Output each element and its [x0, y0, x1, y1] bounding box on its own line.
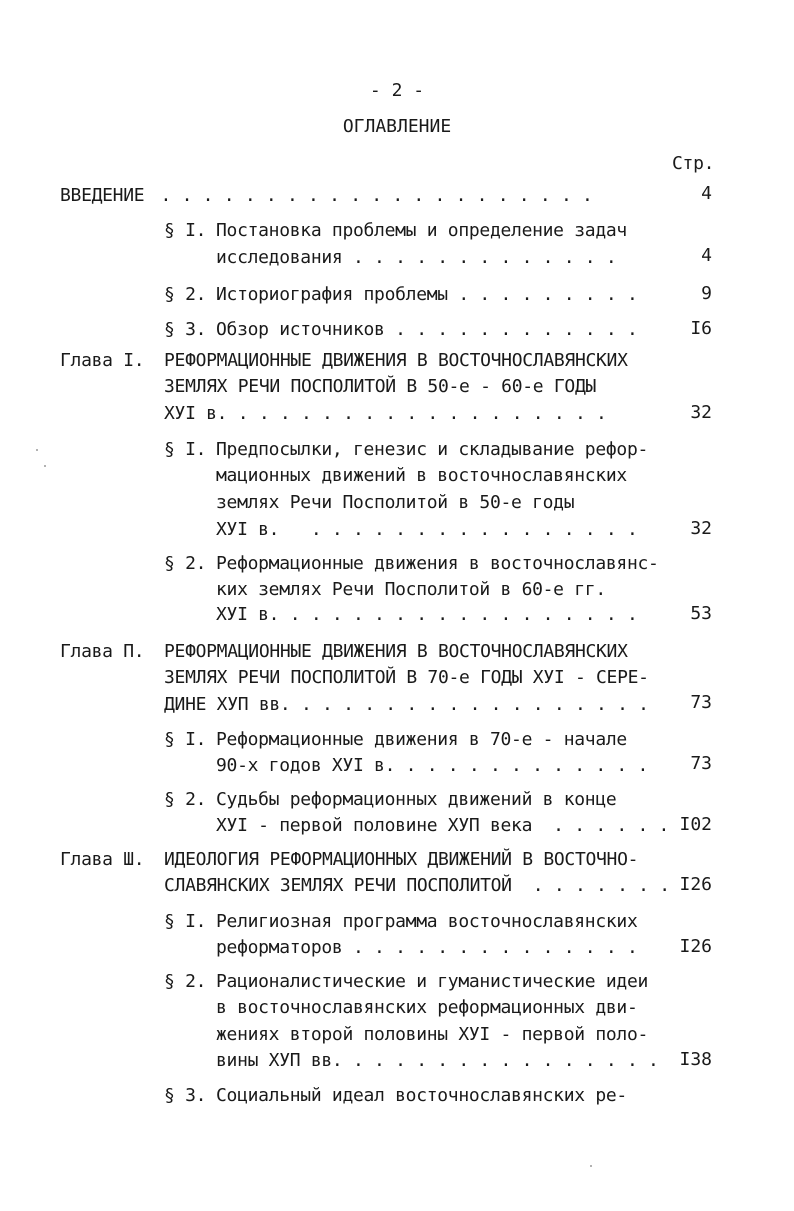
toc-entry-label: Глава Ш. [60, 849, 145, 870]
toc-entry-page: 4 [701, 183, 712, 204]
toc-entry-label: § I. [164, 439, 207, 460]
toc-entry-line: землях Речи Посполитой в 50-е годы [216, 492, 575, 513]
toc-entry-line: Предпосылки, генезис и складывание рефор- [216, 439, 649, 460]
toc-entry-line: РЕФОРМАЦИОННЫЕ ДВИЖЕНИЯ В ВОСТОЧНОСЛАВЯНСКИХ [164, 350, 628, 371]
toc-entry-line: ХУI в. . . . . . . . . . . . . . . . . . [216, 604, 638, 625]
toc-entry-line: вины ХУП вв. . . . . . . . . . . . . . . . [216, 1050, 659, 1071]
toc-entry-label: § 2. [164, 284, 207, 305]
toc-entry-line: Обзор источников . . . . . . . . . . . . [216, 319, 638, 340]
toc-entry-page: 9 [701, 283, 712, 304]
toc-entry-line: Историография проблемы . . . . . . . . . [216, 284, 638, 305]
toc-entry-page: 32 [690, 402, 712, 423]
scan-speck [36, 449, 38, 451]
toc-entry-line: ких землях Речи Посполитой в 60-е гг. [216, 579, 606, 600]
toc-entry-page: 53 [690, 603, 712, 624]
toc-entry-label: § 3. [164, 1085, 207, 1106]
scan-speck [590, 1165, 592, 1167]
toc-entry-label: ВВЕДЕНИЕ [60, 185, 145, 206]
toc-entry-line: СЛАВЯНСКИХ ЗЕМЛЯХ РЕЧИ ПОСПОЛИТОЙ . . . . . . . [164, 875, 670, 896]
toc-entry-page: 73 [690, 692, 712, 713]
page-title: ОГЛАВЛЕНИЕ [342, 116, 452, 137]
toc-entry-line: исследования . . . . . . . . . . . . . [216, 247, 617, 268]
toc-entry-label: § 2. [164, 789, 207, 810]
toc-entry-line: ХУI - первой половине ХУП века . . . . . . [216, 815, 670, 836]
toc-entry-page: I02 [679, 814, 712, 835]
toc-entry-page: I38 [679, 1049, 712, 1070]
toc-entry-page: I26 [679, 936, 712, 957]
toc-entry-label: Глава I. [60, 350, 145, 371]
toc-entry-line: мационных движений в восточнославянских [216, 465, 627, 486]
toc-entry-line: Реформационные движения в 70-е - начале [216, 729, 627, 750]
toc-entry-line: ХУI в. . . . . . . . . . . . . . . . . [216, 519, 638, 540]
toc-entry-label: § 2. [164, 553, 207, 574]
toc-entry-line: реформаторов . . . . . . . . . . . . . . [216, 937, 638, 958]
toc-entry-line: Социальный идеал восточнославянских ре- [216, 1085, 627, 1106]
toc-entry-page: 73 [690, 753, 712, 774]
toc-entry-line: РЕФОРМАЦИОННЫЕ ДВИЖЕНИЯ В ВОСТОЧНОСЛАВЯНСКИХ [164, 641, 628, 662]
scan-speck [44, 465, 46, 467]
toc-entry-label: § I. [164, 220, 207, 241]
toc-entry-label: Глава П. [60, 641, 145, 662]
toc-entry-label: § I. [164, 911, 207, 932]
toc-entry-label: § 3. [164, 319, 207, 340]
toc-entry-line: Религиозная программа восточнославянских [216, 911, 638, 932]
toc-entry-line: в восточнославянских реформационных дви- [216, 997, 638, 1018]
toc-entry-line: ЗЕМЛЯХ РЕЧИ ПОСПОЛИТОЙ В 50-е - 60-е ГОДЫ [164, 376, 597, 397]
toc-entry-line: Реформационные движения в восточнославянс- [216, 553, 659, 574]
toc-entry-line: ИДЕОЛОГИЯ РЕФОРМАЦИОННЫХ ДВИЖЕНИЙ В ВОСТОЧНО- [164, 849, 639, 870]
toc-entry-page: I26 [679, 874, 712, 895]
page-number-header: - 2 - [369, 80, 425, 101]
toc-entry-line: 90-х годов ХУI в. . . . . . . . . . . . . [216, 755, 649, 776]
toc-entry-line: жениях второй половины ХУI - первой поло- [216, 1024, 649, 1045]
toc-entry-line: Судьбы реформационных движений в конце [216, 789, 617, 810]
toc-entry-page: 32 [690, 518, 712, 539]
toc-entry-line: ХУI в. . . . . . . . . . . . . . . . . . . [164, 403, 607, 424]
toc-entry-line: ДИНЕ ХУП вв. . . . . . . . . . . . . . . . . . [164, 694, 649, 715]
toc-entry-label: § 2. [164, 971, 207, 992]
toc-entry-page: 4 [701, 245, 712, 266]
toc-entry-line: Рационалистические и гуманистические идеи [216, 971, 649, 992]
page-column-label: Стр. [672, 153, 715, 174]
toc-entry-line: Постановка проблемы и определение задач [216, 220, 627, 241]
toc-entry-label: § I. [164, 729, 207, 750]
toc-entry-page: I6 [690, 318, 712, 339]
toc-entry-line: . . . . . . . . . . . . . . . . . . . . . [150, 185, 593, 206]
toc-entry-line: ЗЕМЛЯХ РЕЧИ ПОСПОЛИТОЙ В 70-е ГОДЫ ХУI - СЕРЕ- [164, 667, 649, 688]
